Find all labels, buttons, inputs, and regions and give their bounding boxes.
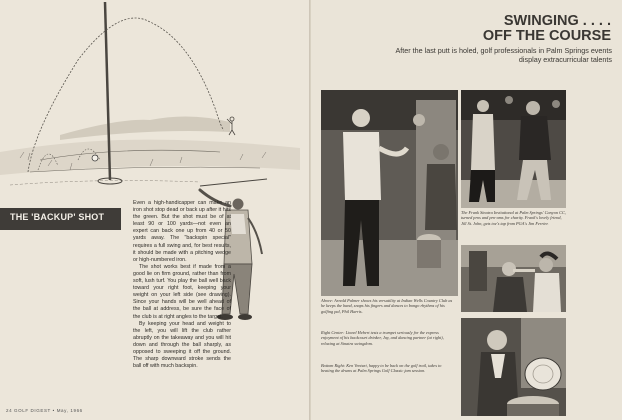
photo-venturi-drums <box>461 318 566 416</box>
body-paragraph: The shot works best if made from a good lie on firm ground, rather than from soft, lush turf. You play the ball well back toward your right foot, keeping your weight on your left side (see drawing). Since your hands will be well ahead of the ball at address, be sure the face of the club is at right angles to the target. <box>133 263 231 320</box>
headline <box>441 14 611 44</box>
section-title: THE 'BACKUP' SHOT <box>10 212 105 222</box>
deck-text: After the last putt is holed, golf professionals in Palm Springs events display extracurricular talents <box>395 46 612 64</box>
caption-right-center: Right Center: Lionel Hebert tests a trumpet seriously for the express enjoyment of his backcourt drinker, Jay, and dancing partner (at right), relaxing at Sinatra swingdom. <box>321 330 444 346</box>
right-page <box>311 0 622 420</box>
photo-sinatra-dance <box>461 90 566 208</box>
headline-line: SWINGING . . . . <box>503 13 611 29</box>
caption-above: Above: Arnold Palmer shows his versatility at Indian Wells Country Club as he keeps the band, snaps his fingers and dances to bongo rhythms of his golfing pal, Phil Harris. <box>321 298 453 314</box>
body-paragraph: Even a high-handicapper can make an iron shot stop dead or back up after it hits the green. But the shot must be of at least 90 or 100 yards—not even an expert can back one up from 40 or 50 yards away. The "backspin special" requires a full swing and, for best results, it should be made with a pitching wedge or high-numbered iron. <box>133 200 231 263</box>
backspin-illustration <box>0 0 311 200</box>
photo-palmer-bongos <box>321 90 458 296</box>
page-folio: 24 GOLF DIGEST • May, 1966 <box>6 408 83 413</box>
photo-hebert-trumpet <box>461 245 566 312</box>
caption-top-right: The Frank Sinatra Invitational at Palm Springs' Canyon CC, turned pros and pro-ams for charity. Frank's lovely friend, Jill St. John, gets toe's tap from PGA's Jim Ferrier. <box>461 210 566 226</box>
body-paragraph: By keeping your head and weight to the left, you will lift the club rather abruptly on the takeaway and you will hit down and through the ball sharply, as opposed to sweeping it off the ground. The sharp downward stroke sends the ball off with much backspin. <box>133 320 231 370</box>
body-text <box>133 200 231 370</box>
headline-line: OFF THE COURSE <box>482 28 611 44</box>
caption-bottom-right: Bottom Right: Ken Venturi, happy to be back on the golf trail, takes to beating the drums at Palm Springs Golf Classic jam session. <box>321 363 442 374</box>
